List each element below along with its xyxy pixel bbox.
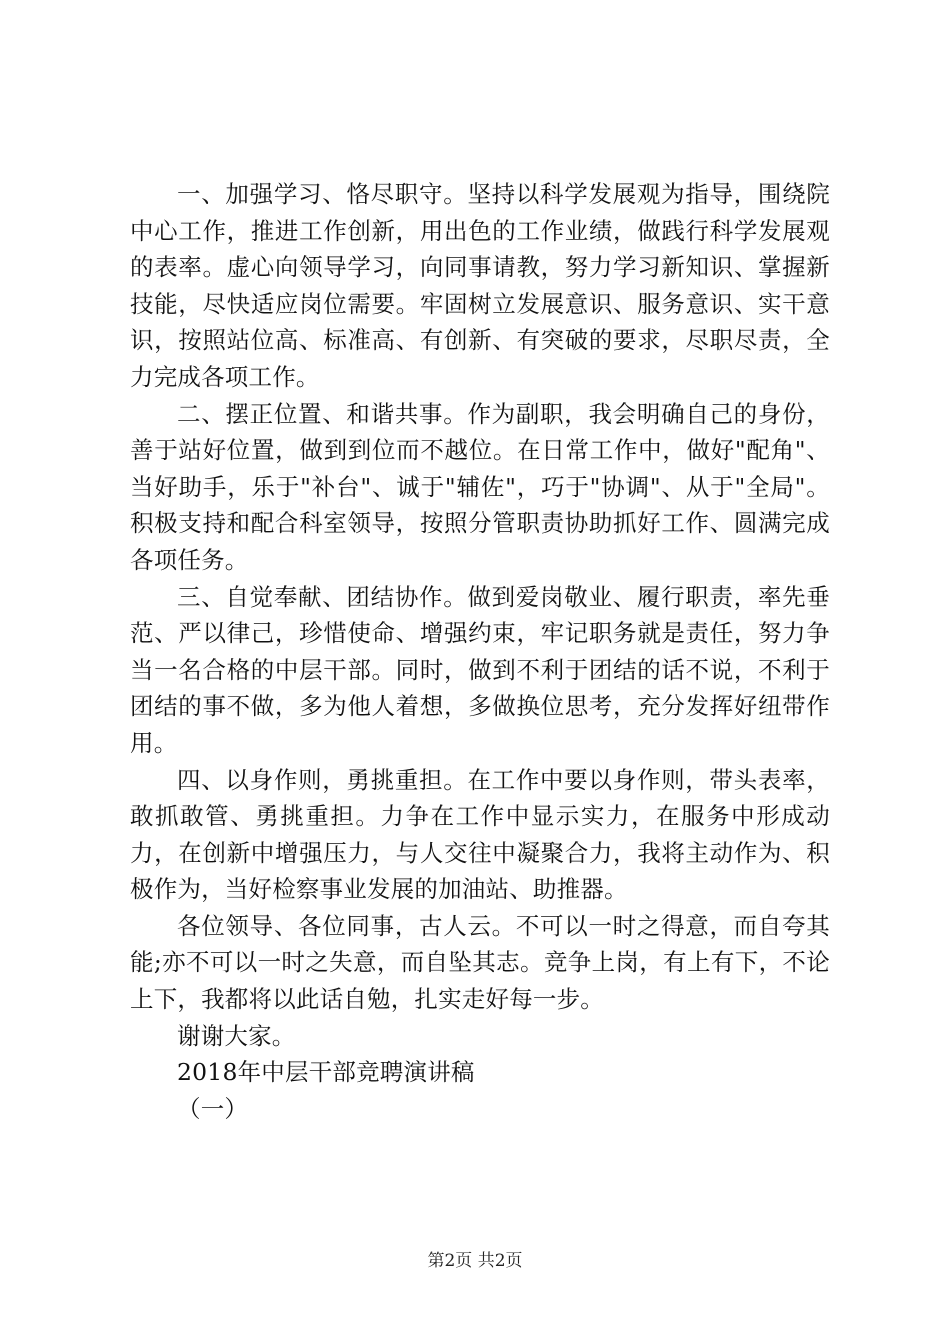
paragraph-1: 一、加强学习、恪尽职守。坚持以科学发展观为指导，围绕院中心工作，推进工作创新，用出色的工作业绩，做践行科学发展观的表率。虚心向领导学习，向同事请教，努力学习新知识、掌握新技能，尽快适应岗位需要。牢固树立发展意识、服务意识、实干意识，按照站位高、标准高、有创新、有突破的要求，尽职尽责，全力完成各项工作。 xyxy=(130,180,830,391)
document-body xyxy=(130,176,830,1127)
next-title: 2018年中层干部竞聘演讲稿 xyxy=(177,1058,475,1087)
page-footer: 第2页 共2页 xyxy=(427,1251,523,1271)
closing-thanks: 谢谢大家。 xyxy=(177,1021,296,1050)
paragraph-4: 四、以身作则，勇挑重担。在工作中要以身作则，带头表率，敢抓敢管、勇挑重担。力争在工作中显示实力，在服务中形成动力，在创新中增强压力，与人交往中凝聚合力，我将主动作为、积极作为，当好检察事业发展的加油站、助推器。 xyxy=(130,765,830,904)
paragraph-2: 二、摆正位置、和谐共事。作为副职，我会明确自己的身份，善于站好位置，做到到位而不越位。在日常工作中，做好"配角"、当好助手，乐于"补台"、诚于"辅佐"，巧于"协调"、从于"全局"。积极支持和配合科室领导，按照分管职责协助抓好工作、圆满完成各项任务。 xyxy=(130,399,830,574)
section-marker: （一） xyxy=(177,1094,249,1123)
paragraph-3: 三、自觉奉献、团结协作。做到爱岗敬业、履行职责，率先垂范、严以律己，珍惜使命、增强约束，牢记职务就是责任，努力争当一名合格的中层干部。同时，做到不利于团结的话不说，不利于团结的事不做，多为他人着想，多做换位思考，充分发挥好纽带作用。 xyxy=(130,582,830,757)
paragraph-5: 各位领导、各位同事，古人云。不可以一时之得意，而自夸其能;亦不可以一时之失意，而自坠其志。竞争上岗，有上有下，不论上下，我都将以此话自勉，扎实走好每一步。 xyxy=(130,911,830,1014)
